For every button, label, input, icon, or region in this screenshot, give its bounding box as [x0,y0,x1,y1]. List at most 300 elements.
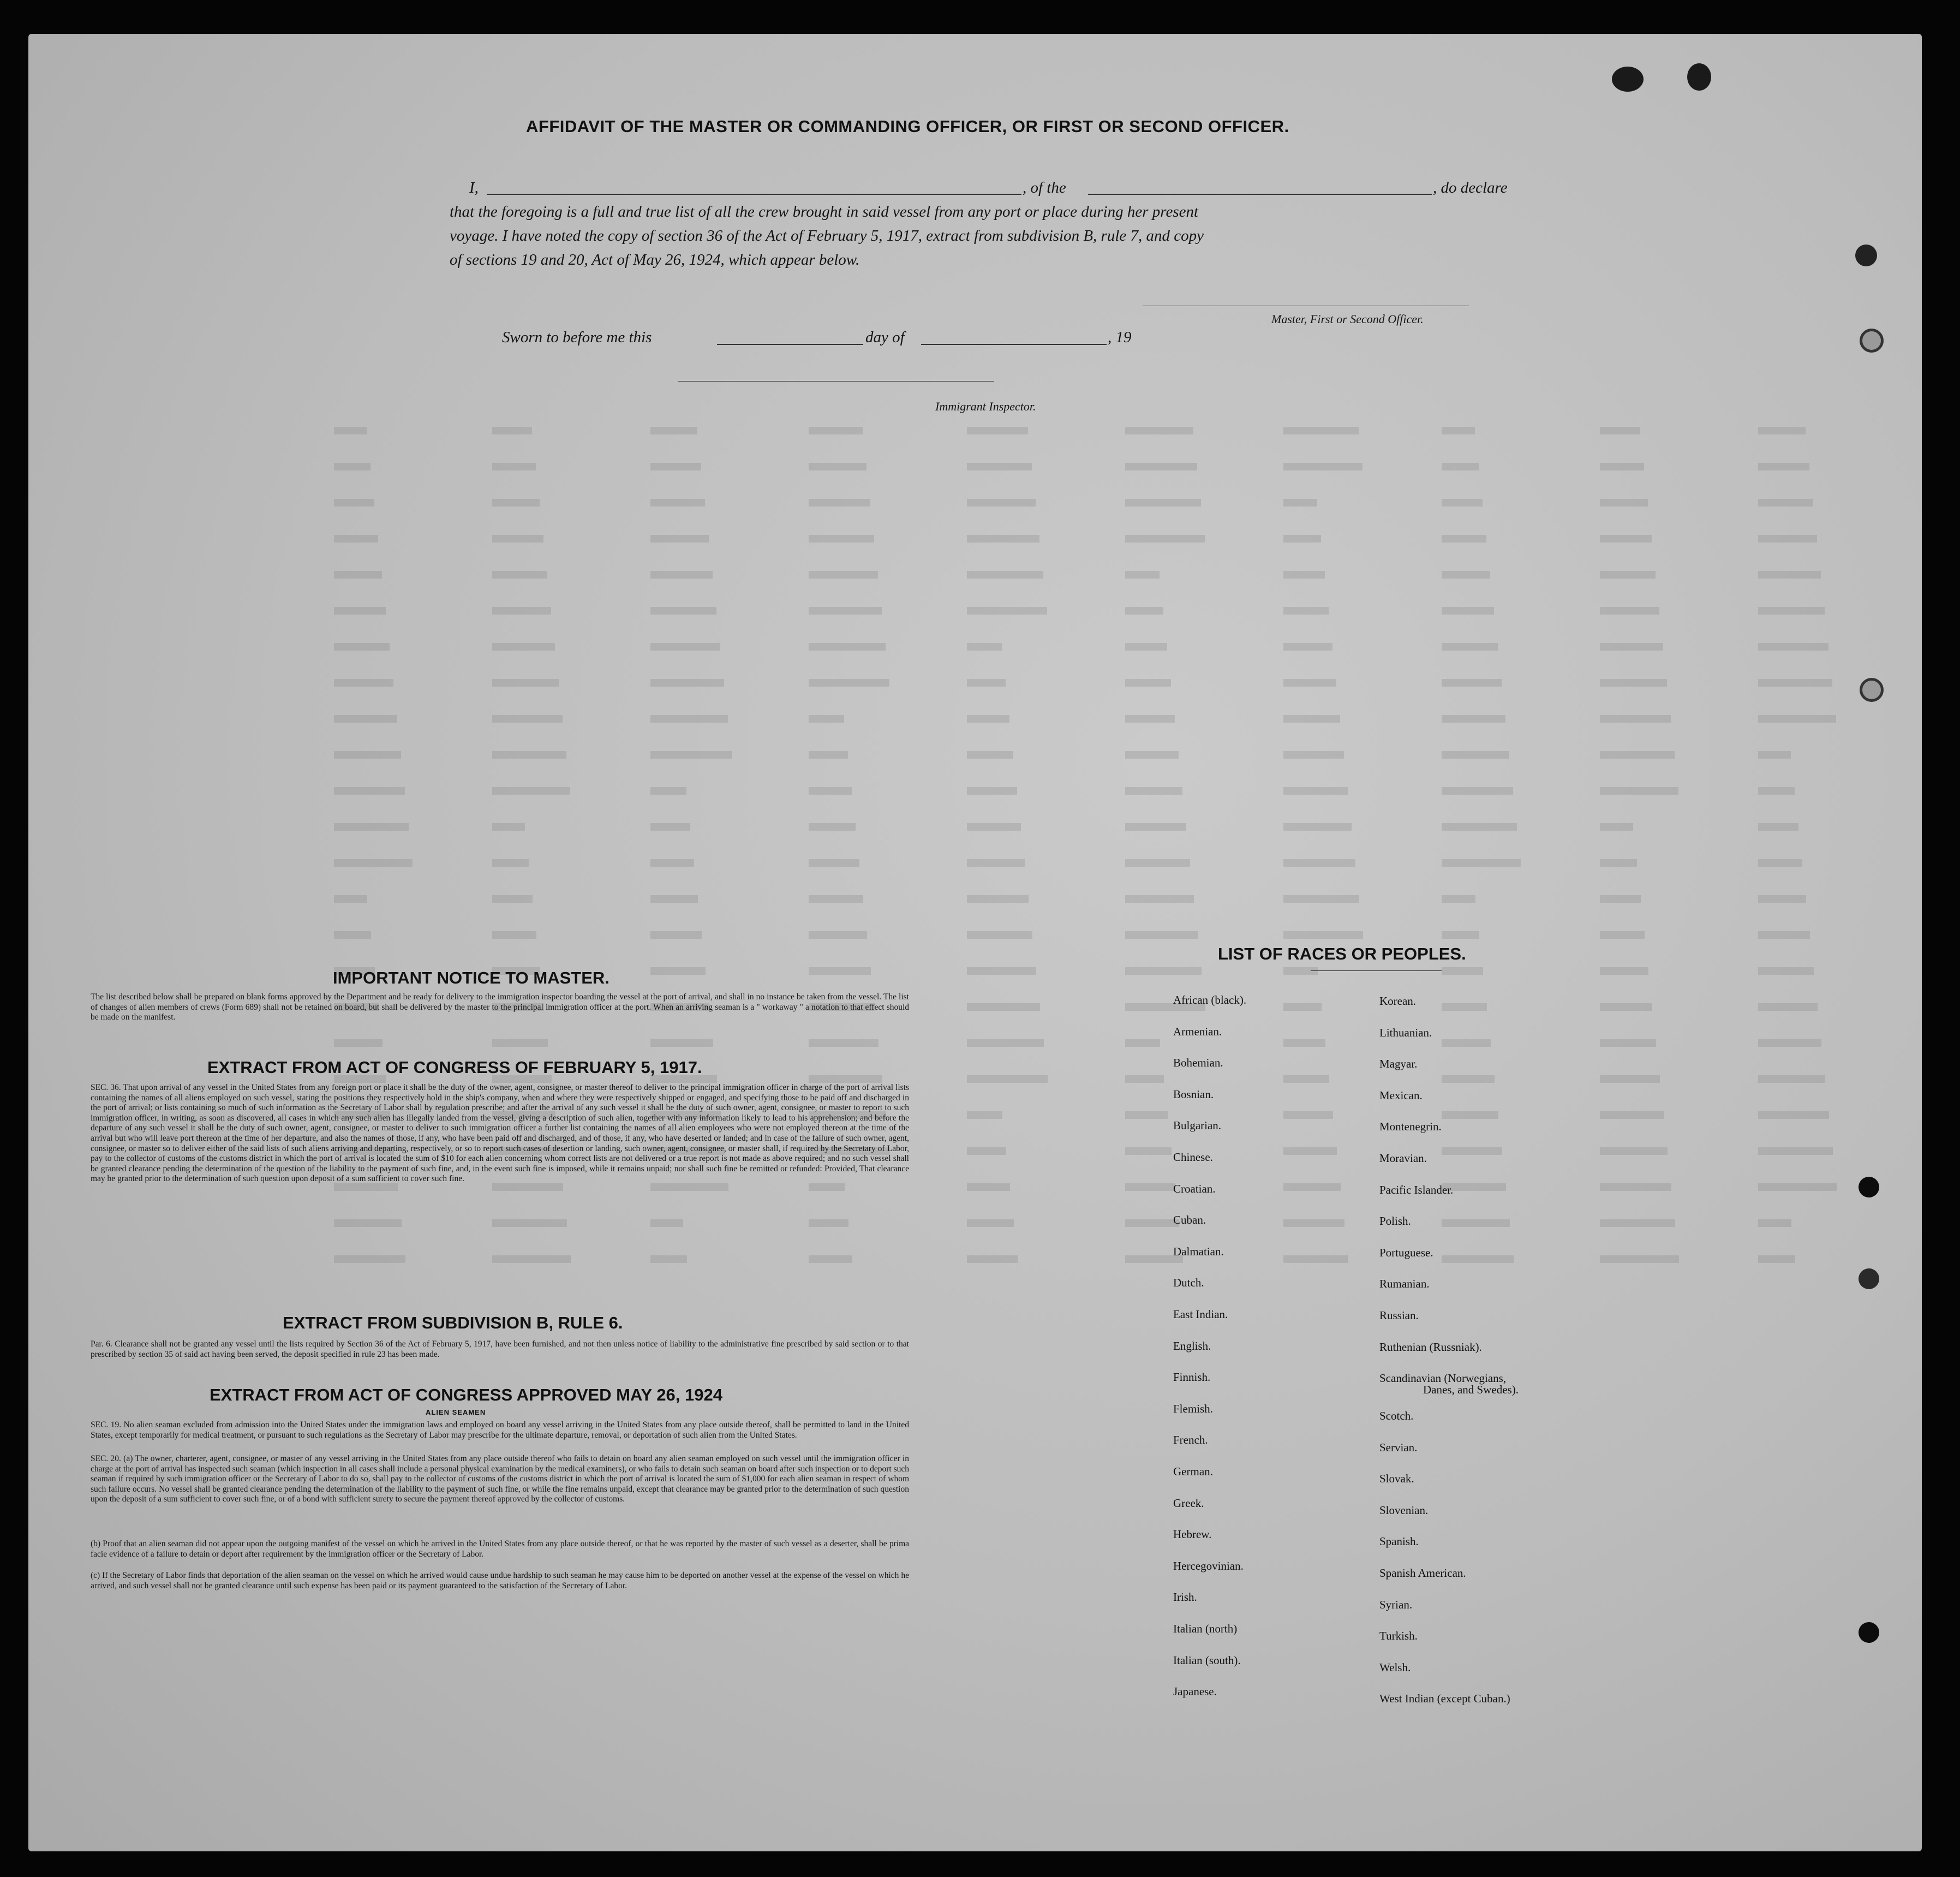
bleed-mark [1758,1111,1829,1119]
bleed-mark [1125,1111,1168,1119]
race-item: Japanese. [1173,1685,1217,1699]
bleed-mark [809,1183,845,1191]
sworn-day-line[interactable] [717,344,863,345]
bleed-mark [650,643,720,651]
affidavit-title: AFFIDAVIT OF THE MASTER OR COMMANDING OFFICER, OR FIRST OR SECOND OFFICER. [526,117,1289,136]
bleed-mark [1758,535,1817,543]
bleed-mark [1283,1255,1348,1263]
bleed-mark [967,427,1028,434]
bleed-mark [1125,751,1179,759]
bleed-mark [650,679,724,687]
bleed-mark [1758,751,1791,759]
bleed-mark [492,499,540,507]
bleed-mark [1600,967,1648,975]
bleed-mark [809,715,844,723]
bleed-mark [334,571,382,579]
bleed-mark [1283,715,1340,723]
bleed-mark [1283,463,1363,470]
binder-hole [1855,245,1877,266]
bleed-mark [1600,535,1652,543]
bleed-mark [334,679,393,687]
bleed-mark [1758,607,1825,615]
bleed-mark [1283,751,1344,759]
bleed-mark [1125,1039,1160,1047]
bleed-mark [1600,571,1656,579]
bleed-mark [1442,787,1513,795]
bleed-mark [334,1219,402,1227]
notice-text: The list described below shall be prepared on blank forms approved by the Department and be ready for delivery to the immigration inspector boarding the vessel at the port of arrival, and shall in no instance be taken from the vessel. The list of changes of alien members of crews (Form 689) shall not be retained on board, but shall be delivered by the master to the principal immigration officer at the port. When an arriving seaman is a " workaway " a notation to that effect should be made on the manifest. [91,992,909,1022]
bleed-mark [1442,643,1498,651]
races-title: LIST OF RACES OR PEOPLES. [1218,944,1466,963]
race-item: Pacific Islander. [1379,1183,1454,1196]
affidavit-line-4: of sections 19 and 20, Act of May 26, 1924, which appear below. [450,251,860,269]
race-item: Flemish. [1173,1402,1213,1415]
bleed-mark [1600,1111,1664,1119]
race-item: Hercegovinian. [1173,1559,1244,1572]
bleed-mark [1758,643,1828,651]
bleed-mark [492,679,559,687]
bleed-mark [1125,1075,1164,1083]
bleed-mark [1442,859,1521,867]
bleed-mark [1283,967,1318,975]
bleed-mark [1125,607,1163,615]
race-item: Cuban. [1173,1213,1206,1227]
bleed-mark [809,895,863,903]
bleed-mark [1283,1039,1325,1047]
bleed-mark [1442,571,1490,579]
bleed-mark [650,1183,728,1191]
bleed-mark [1600,1003,1652,1011]
bleed-mark [1442,499,1483,507]
bleed-mark [967,463,1032,470]
bleed-mark [1283,643,1332,651]
bleed-mark [1758,1219,1791,1227]
race-item: Rumanian. [1379,1277,1430,1291]
bleed-mark [1758,1183,1837,1191]
bleed-mark [1758,1147,1833,1155]
bleed-mark [967,1183,1010,1191]
sworn-text: Sworn to before me this [502,329,652,346]
bleed-mark [334,535,378,543]
race-item: Montenegrin. [1379,1120,1442,1134]
race-item: Dalmatian. [1173,1244,1224,1258]
bleed-mark [1125,895,1194,903]
bleed-mark [1125,967,1202,975]
bleed-mark [967,1147,1006,1155]
vessel-blank-line[interactable] [1088,194,1432,195]
bleed-mark [334,607,386,615]
bleed-mark [809,1039,879,1047]
affidavit-line-3: voyage. I have noted the copy of section 36 of the Act of February 5, 1917, extract from subdivision B, rule 7, and copy [450,227,1204,245]
bleed-mark [967,1111,1002,1119]
bleed-mark [809,859,859,867]
race-item: Scotch. [1379,1409,1414,1422]
race-item: Spanish. [1379,1535,1419,1548]
bleed-mark [809,1255,852,1263]
affidavit-of-the: , of the [1023,179,1066,196]
bleed-mark [1125,499,1201,507]
bleed-mark [1600,1183,1671,1191]
bleed-mark [1758,967,1814,975]
bleed-mark [809,535,874,543]
bleed-mark [1442,931,1479,939]
bleed-mark [492,571,547,579]
bleed-mark [1442,1039,1491,1047]
bleed-mark [1125,679,1171,687]
name-blank-line[interactable] [487,194,1021,195]
bleed-mark [1442,715,1505,723]
race-item: Magyar. [1379,1057,1418,1071]
bleed-mark [1600,1219,1675,1227]
bleed-mark [1600,787,1678,795]
race-item: Ruthenian (Russniak). [1379,1340,1482,1354]
bleed-mark [1600,751,1675,759]
bleed-mark [650,823,690,831]
bleed-mark [967,1255,1018,1263]
bleed-mark [967,679,1006,687]
bleed-mark [809,463,867,470]
bleed-mark [809,607,882,615]
race-item: Chinese. [1173,1151,1213,1164]
race-item: West Indian (except Cuban.) [1379,1692,1510,1706]
race-item: German. [1173,1465,1213,1478]
bleed-mark [1283,679,1336,687]
extract-1917-title: EXTRACT FROM ACT OF CONGRESS OF FEBRUARY 5, 1917. [207,1058,702,1077]
bleed-mark [334,931,371,939]
bleed-mark [1125,787,1182,795]
bleed-mark [1600,463,1644,470]
race-item: Welsh. [1379,1660,1411,1674]
bleed-mark [1125,823,1186,831]
affidavit-line-2: that the foregoing is a full and true list of all the crew brought in said vessel from any port or place during her present [450,203,1199,221]
bleed-mark [1283,535,1321,543]
races-title-rule [1311,970,1442,971]
race-item: Croatian. [1173,1182,1216,1195]
affidavit-do-declare: , do declare [1433,179,1508,196]
sec-20b-text: (b) Proof that an alien seaman did not appear upon the outgoing manifest of the vessel on which he arrived in the United States from any place outside thereof, or that he was reported by the master of such vessel as a deserter, shall be prima facie evidence of a failure to detain or deport after requirement by the immigration officer or the Secretary of Labor. [91,1539,909,1559]
bleed-mark [1442,463,1479,470]
race-item: French. [1173,1433,1208,1447]
bleed-mark [1125,571,1160,579]
race-item: Slovenian. [1379,1503,1429,1517]
bleed-mark [492,1255,571,1263]
bleed-mark [967,535,1039,543]
bleed-mark [1442,1219,1510,1227]
bleed-mark [1125,1183,1175,1191]
bleed-mark [1600,499,1648,507]
bleed-mark [1283,1111,1333,1119]
bleed-mark [1600,1255,1679,1263]
bleed-mark [1283,787,1348,795]
race-item: Korean. [1379,994,1417,1008]
bleed-mark [1758,427,1806,434]
bleed-mark [334,859,413,867]
bleed-mark [1283,607,1329,615]
bleed-mark [1442,607,1494,615]
bleed-mark [1442,535,1486,543]
bleed-mark [1442,1255,1514,1263]
bleed-mark [1758,499,1813,507]
bleed-mark [1600,1075,1660,1083]
bleed-mark [967,499,1036,507]
bleed-mark [1600,607,1659,615]
bleed-mark [492,787,570,795]
race-item: East Indian. [1173,1308,1228,1321]
bleed-mark [809,427,863,434]
bleed-mark [492,1183,563,1191]
notice-title: IMPORTANT NOTICE TO MASTER. [333,968,609,987]
bleed-mark [334,463,371,470]
race-item: Armenian. [1173,1024,1222,1038]
bleed-mark [1283,931,1363,939]
bleed-mark [1283,895,1359,903]
bleed-mark [809,787,852,795]
bleed-mark [967,1075,1048,1083]
inspector-signature-line[interactable] [678,381,994,382]
bleed-mark [1758,1075,1825,1083]
bleed-mark [809,1219,848,1227]
bleed-mark [650,967,706,975]
bleed-mark [1600,823,1633,831]
bleed-mark [967,1039,1044,1047]
document-page [28,34,1922,1851]
race-item: Mexican. [1379,1088,1423,1102]
race-item: Lithuanian. [1379,1026,1432,1039]
bleed-mark [492,859,529,867]
master-signature-label: Master, First or Second Officer. [1271,312,1424,326]
bleed-mark [334,499,374,507]
sworn-month-line[interactable] [921,344,1107,345]
bleed-mark [334,895,367,903]
bleed-mark [650,715,728,723]
bleed-mark [1600,643,1663,651]
binder-hole [1860,678,1884,702]
race-item: Portuguese. [1379,1246,1433,1259]
bleed-mark [334,787,405,795]
race-item: Moravian. [1379,1152,1427,1165]
bleed-mark [650,607,716,615]
ink-blot [1612,67,1644,92]
bleed-mark [492,931,536,939]
bleed-mark [809,571,878,579]
race-item: English. [1173,1339,1211,1352]
bleed-mark [809,931,867,939]
binder-hole [1859,1268,1879,1289]
bleed-mark [334,427,367,434]
bleed-mark [1758,823,1798,831]
race-item: Hebrew. [1173,1528,1212,1541]
bleed-mark [809,499,870,507]
bleed-mark [1758,859,1802,867]
bleed-mark [1442,1111,1498,1119]
bleed-mark [650,535,709,543]
bleed-mark [1442,679,1502,687]
bleed-mark [492,1039,548,1047]
bleed-mark [492,1219,567,1227]
race-item: Slovak. [1379,1472,1414,1486]
race-item: Finnish. [1173,1370,1211,1384]
bleed-mark [1600,859,1637,867]
race-item: Danes, and Swedes). [1423,1383,1519,1396]
bleed-mark [1758,787,1795,795]
bleed-mark [967,715,1009,723]
binder-hole [1859,1622,1879,1643]
bleed-mark [967,607,1047,615]
bleed-mark [492,607,551,615]
bleed-mark [334,643,390,651]
bleed-mark [967,787,1017,795]
bleed-mark [1600,1039,1656,1047]
inspector-signature-label: Immigrant Inspector. [935,400,1036,413]
bleed-mark [1442,967,1483,975]
bleed-mark [1442,751,1509,759]
bleed-mark [1283,1147,1337,1155]
bleed-mark [1600,715,1671,723]
bleed-mark [967,571,1043,579]
bleed-mark [492,823,525,831]
bleed-mark [492,463,536,470]
bleed-mark [1758,895,1806,903]
bleed-mark [492,643,555,651]
bleed-mark [650,859,694,867]
bleed-mark [967,859,1025,867]
race-item: Bosnian. [1173,1087,1214,1101]
bleed-mark [650,571,713,579]
bleed-mark [650,463,701,470]
bleed-mark [809,679,889,687]
bleed-mark [1283,1003,1322,1011]
sec-19-text: SEC. 19. No alien seaman excluded from admission into the United States under the immigration laws and employed on board any vessel arriving in the United States from any place outside thereof, shall be permitted to land in the United States, except temporarily for medical treatment, or pursuant to such regulations as the Secretary of Labor may prescribe for the ultimate departure, removal, or deportation of such alien from the United States. [91,1420,909,1440]
sec-20c-text: (c) If the Secretary of Labor finds that deportation of the alien seaman on the vessel on which he arrived would cause undue hardship to such seaman he may cause him to be deported on another vessel at the expense of the vessel on which he arrived, and such vessel shall not be granted clearance until such expense has been paid or its payment guaranteed to the satisfaction of the Secretary of Labor. [91,1571,909,1590]
bleed-mark [1600,427,1640,434]
extract-1924-title: EXTRACT FROM ACT OF CONGRESS APPROVED MAY 26, 1924 [210,1385,722,1404]
binder-hole [1860,329,1884,353]
bleed-mark [1125,427,1193,434]
bleed-mark [1442,1075,1495,1083]
bleed-mark [1758,1003,1818,1011]
bleed-mark [1283,1075,1329,1083]
bleed-mark [967,931,1032,939]
bleed-mark [809,751,848,759]
bleed-mark [967,823,1021,831]
race-item: Irish. [1173,1590,1197,1604]
bleed-mark [1283,1183,1341,1191]
bleed-mark [1758,463,1809,470]
bleed-mark [492,895,533,903]
bleed-mark [650,1219,683,1227]
rule-6-title: EXTRACT FROM SUBDIVISION B, RULE 6. [283,1313,623,1332]
bleed-mark [1600,1147,1668,1155]
bleed-mark [809,823,856,831]
bleed-mark [1125,1147,1172,1155]
bleed-mark [809,643,886,651]
bleed-mark [1758,931,1810,939]
bleed-mark [1758,679,1832,687]
bleed-mark [650,499,705,507]
bleed-mark [1283,823,1352,831]
bleed-mark [650,1039,713,1047]
ink-blot [1687,63,1711,91]
bleed-mark [1125,643,1167,651]
bleed-mark [492,427,532,434]
bleed-mark [1125,1219,1179,1227]
race-item: Italian (south). [1173,1653,1241,1667]
bleed-mark [1758,715,1836,723]
race-item: Russian. [1379,1309,1419,1322]
bleed-mark [334,751,401,759]
race-item: Bohemian. [1173,1056,1223,1070]
bleed-mark [334,715,397,723]
bleed-mark [492,751,566,759]
extract-1924-subtitle: ALIEN SEAMEN [426,1408,486,1416]
bleed-mark [650,427,697,434]
bleed-mark [1758,1039,1821,1047]
bleed-mark [1600,679,1667,687]
sworn-day-of: day of [865,329,905,346]
race-item: Turkish. [1379,1629,1418,1643]
bleed-mark [492,535,543,543]
race-item: Bulgarian. [1173,1119,1222,1133]
bleed-mark [1442,823,1517,831]
sec-20a-text: SEC. 20. (a) The owner, charterer, agent, consignee, or master of any vessel arriving in the United States from any place outside thereof who fails to detain on board any alien seaman employed on such vessel until the immigration officer in charge at the port of arrival has inspected such seaman (which inspection in all cases shall include a personal physical examination by the medical examiners), or who fails to detain such seaman on board after such inspection or to deport such seaman if required by such immigration officer or the Secretary of Labor to do so, shall pay to the collector of customs of the customs district in which the port of arrival is located the sum of $1,000 for each alien seaman in respect of whom such failure occurs. No vessel shall be granted clearance pending the determination of the liability to the payment of such fine, or while the fine remains unpaid, except that clearance may be granted prior to the determination of such question upon the deposit of a sum sufficient to cover such fine, or of a bond with sufficient surety to secure the payment thereof approved by the collector of customs. [91,1454,909,1504]
bleed-mark [1442,895,1475,903]
race-item: Greek. [1173,1496,1204,1510]
bleed-mark [492,715,563,723]
bleed-mark [334,1255,405,1263]
bleed-mark [650,895,698,903]
bleed-mark [1283,1219,1344,1227]
rule-6-text: Par. 6. Clearance shall not be granted any vessel until the lists required by Section 36 of the Act of February 5, 1917, have been furnished, and not then unless notice of liability to the administrative fine prescribed by said section or to that prescribed by section 35 of said act having been served, the deposit specified in rule 23 has been made. [91,1339,909,1359]
bleed-mark [967,643,1002,651]
bleed-mark [650,751,732,759]
bleed-mark [1283,859,1355,867]
bleed-mark [1600,895,1641,903]
bleed-mark [967,895,1029,903]
bleed-mark [1442,1147,1502,1155]
bleed-mark [1758,1255,1795,1263]
race-item: Spanish American. [1379,1566,1466,1580]
bleed-mark [967,967,1036,975]
bleed-mark [1125,535,1205,543]
race-item: Servian. [1379,1440,1418,1454]
bleed-mark [650,787,686,795]
bleed-mark [650,931,702,939]
race-item: African (black). [1173,993,1247,1006]
sworn-year: , 19 [1108,329,1132,346]
bleed-mark [334,1039,383,1047]
bleed-mark [809,967,871,975]
bleed-mark [1600,931,1645,939]
race-item: Scandinavian (Norwegians, [1379,1372,1507,1385]
bleed-mark [650,1255,687,1263]
bleed-mark [1283,427,1359,434]
bleed-mark [809,1075,882,1083]
bleed-mark [1125,463,1197,470]
race-item: Dutch. [1173,1276,1204,1290]
bleed-mark [334,1183,398,1191]
bleed-mark [1125,859,1190,867]
bleed-mark [967,1219,1014,1227]
bleed-mark [1758,571,1821,579]
extract-1917-text: SEC. 36. That upon arrival of any vessel in the United States from any foreign port or place it shall be the duty of the owner, agent, consignee, or master thereof to deliver to the principal immigration officer in charge of the port of arrival lists containing the names of all aliens employed on such vessel, stating the positions they respectively hold in the ship's company, when and where they were respectively shipped or engaged, and specifying those to be paid off and discharged in the port of arrival; or lists containing so much of such information as the Secretary of Labor shall by regulation prescribe; and after the arrival of any such vessel it shall be the duty of such owner, agent, consignee, or master to report to such immigration officer, in writing, as soon as discovered, all cases in which any such alien has illegally landed from the vessel, giving a description of such alien, together with any information likely to lead to his apprehension; and before the departure of any such vessel it shall be the duty of such owner, agent, consignee, or master to deliver to such immigration officer a further list containing the names of all alien employees who were not employed thereon at the time of the arrival but who will leave port thereon at the time of her departure, and also the names of those, if any, who have been paid off and discharged, and of those, if any, who have deserted or landed; and in case of the failure of such owner, agent, consignee, or master so to deliver either of the said lists of such aliens arriving and departing, respectively, or so to report such cases of desertion or landing, such owner, agent, consignee, or master shall, if required by the Secretary of Labor, pay to the collector of customs of the customs district in which the port of arrival is located the sum of $10 for each alien concerning whom correct lists are not delivered or a true report is not made as above required; and no such vessel shall be granted clearance pending the determination of the question of the liability to the payment of such fine, and, in the event such fine is imposed, while it remains unpaid; nor shall such fine be remitted or refunded: Provided, That clearance may be granted prior to the determination of such question upon deposit of a sum sufficient to cover such fine. [91,1083,909,1184]
bleed-mark [1283,499,1317,507]
bleed-mark [1442,427,1475,434]
bleed-mark [967,1003,1040,1011]
bleed-mark [1283,571,1325,579]
bleed-mark [1125,715,1175,723]
bleed-mark [1442,1003,1487,1011]
race-item: Syrian. [1379,1598,1413,1611]
